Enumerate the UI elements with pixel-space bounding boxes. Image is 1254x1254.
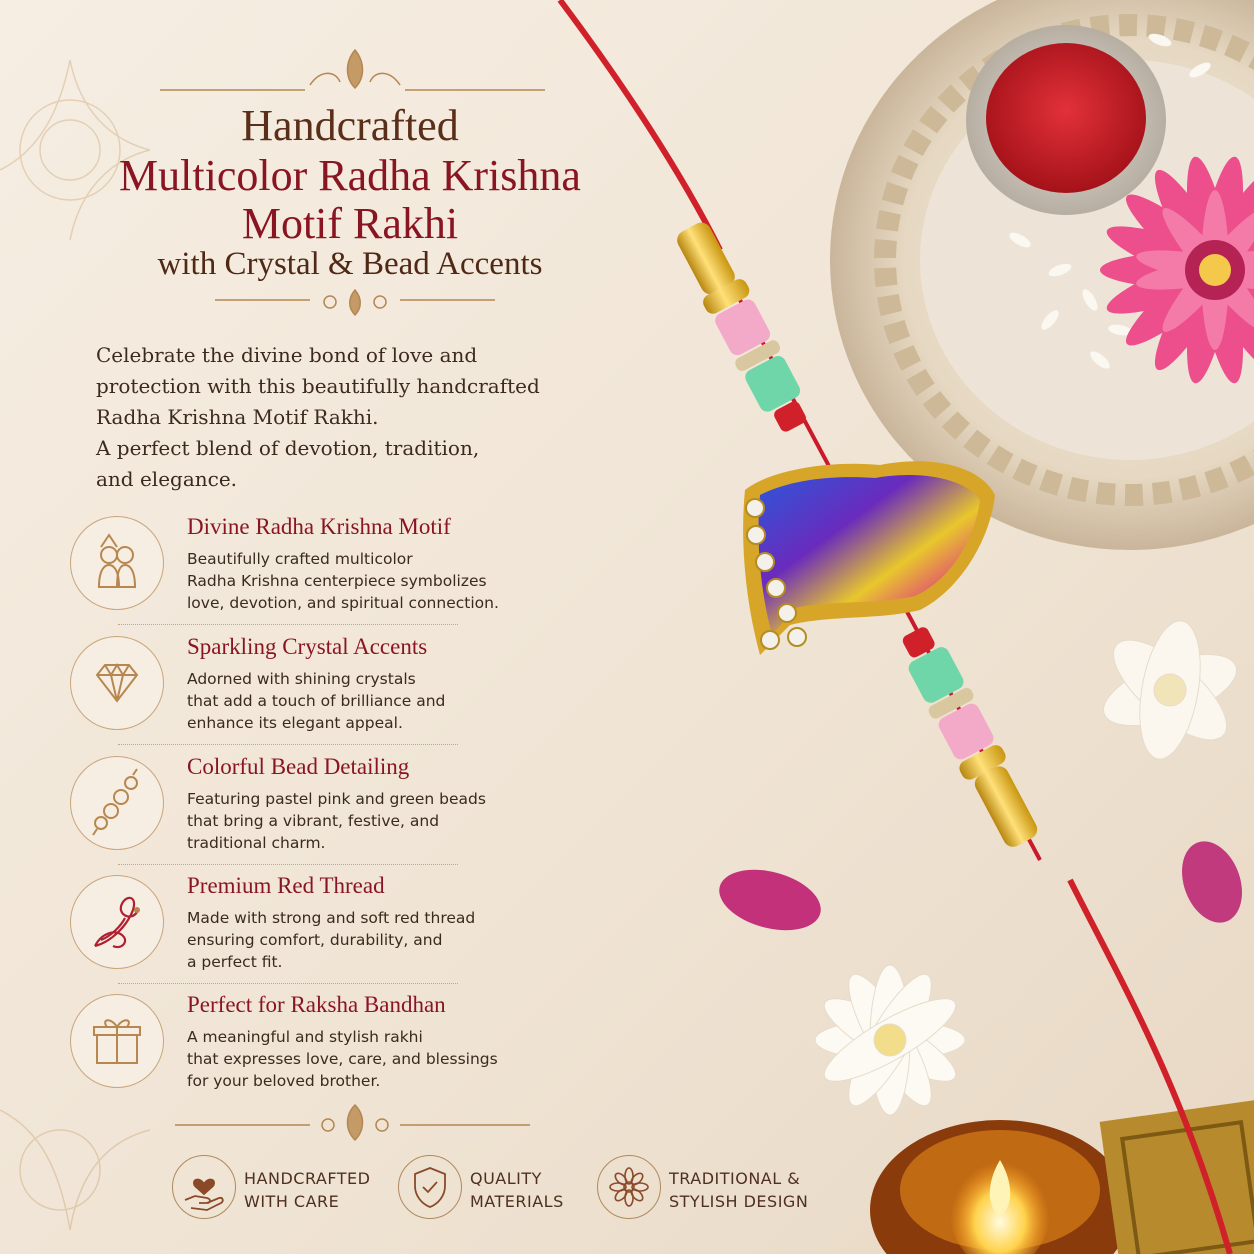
feature-desc-line: A meaningful and stylish rakhi — [187, 1028, 423, 1046]
heart-hand-icon — [172, 1155, 236, 1219]
feature-description — [187, 1026, 517, 1092]
badge-label — [470, 1167, 564, 1213]
thread-icon — [70, 875, 164, 969]
intro-line: Celebrate the divine bond of love and — [96, 343, 478, 367]
feature-desc-line: enhance its elegant appeal. — [187, 714, 403, 732]
feature-desc-line: love, devotion, and spiritual connection. — [187, 594, 499, 612]
title-line-product: Multicolor Radha Krishna — [119, 151, 581, 200]
badge-label — [244, 1167, 370, 1213]
badge-label-line: STYLISH DESIGN — [669, 1192, 809, 1211]
intro-line: protection with this beautifully handcrafted — [96, 374, 540, 398]
badge-label-line: HANDCRAFTED — [244, 1169, 371, 1188]
intro-line: A perfect blend of devotion, tradition, — [96, 436, 480, 460]
feature-crystal-accents — [70, 634, 510, 744]
feature-description — [187, 548, 517, 614]
radha-krishna-icon — [70, 516, 164, 610]
gift-icon — [70, 994, 164, 1088]
feature-desc-line: that bring a vibrant, festive, and — [187, 812, 440, 830]
intro-paragraph — [96, 340, 576, 495]
badge-label-line: WITH CARE — [244, 1192, 340, 1211]
intro-line: Radha Krishna Motif Rakhi. — [96, 405, 379, 429]
feature-desc-line: Made with strong and soft red thread — [187, 909, 476, 927]
feature-desc-line: Beautifully crafted multicolor — [187, 550, 413, 568]
badge-label — [669, 1167, 808, 1213]
feature-divider — [118, 624, 458, 625]
feature-title: Sparkling Crystal Accents — [187, 634, 428, 659]
feature-divider — [118, 864, 458, 865]
feature-radha-krishna-motif — [70, 514, 510, 624]
intro-line: and elegance. — [96, 467, 238, 491]
feature-title: Divine Radha Krishna Motif — [187, 514, 451, 539]
feature-bead-detailing — [70, 754, 510, 864]
feature-desc-line: that add a touch of brilliance and — [187, 692, 446, 710]
badge-label-line: TRADITIONAL & — [669, 1169, 801, 1188]
feature-desc-line: Featuring pastel pink and green beads — [187, 790, 486, 808]
feature-divider — [118, 744, 458, 745]
feature-title: Colorful Bead Detailing — [187, 754, 410, 779]
feature-title: Premium Red Thread — [187, 873, 385, 898]
feature-description — [187, 788, 517, 854]
shield-check-icon — [398, 1155, 462, 1219]
feature-description — [187, 907, 517, 973]
feature-desc-line: a perfect fit. — [187, 953, 283, 971]
feature-desc-line: that expresses love, care, and blessings — [187, 1050, 498, 1068]
feature-desc-line: Adorned with shining crystals — [187, 670, 416, 688]
feature-raksha-bandhan — [70, 992, 510, 1102]
title-line-handcrafted: Handcrafted — [241, 101, 459, 150]
feature-red-thread — [70, 873, 510, 983]
title-line-accents: with Crystal & Bead Accents — [157, 246, 543, 282]
badge-label-line: MATERIALS — [470, 1192, 564, 1211]
mandala-icon — [597, 1155, 661, 1219]
feature-desc-line: for your beloved brother. — [187, 1072, 381, 1090]
feature-desc-line: Radha Krishna centerpiece symbolizes — [187, 572, 487, 590]
beads-icon — [70, 756, 164, 850]
feature-divider — [118, 983, 458, 984]
feature-desc-line: ensuring comfort, durability, and — [187, 931, 443, 949]
diamond-icon — [70, 636, 164, 730]
title-line-motif: Motif Rakhi — [241, 199, 459, 248]
badge-label-line: QUALITY — [470, 1169, 542, 1188]
feature-title: Perfect for Raksha Bandhan — [187, 992, 446, 1017]
feature-desc-line: traditional charm. — [187, 834, 326, 852]
feature-description — [187, 668, 517, 734]
